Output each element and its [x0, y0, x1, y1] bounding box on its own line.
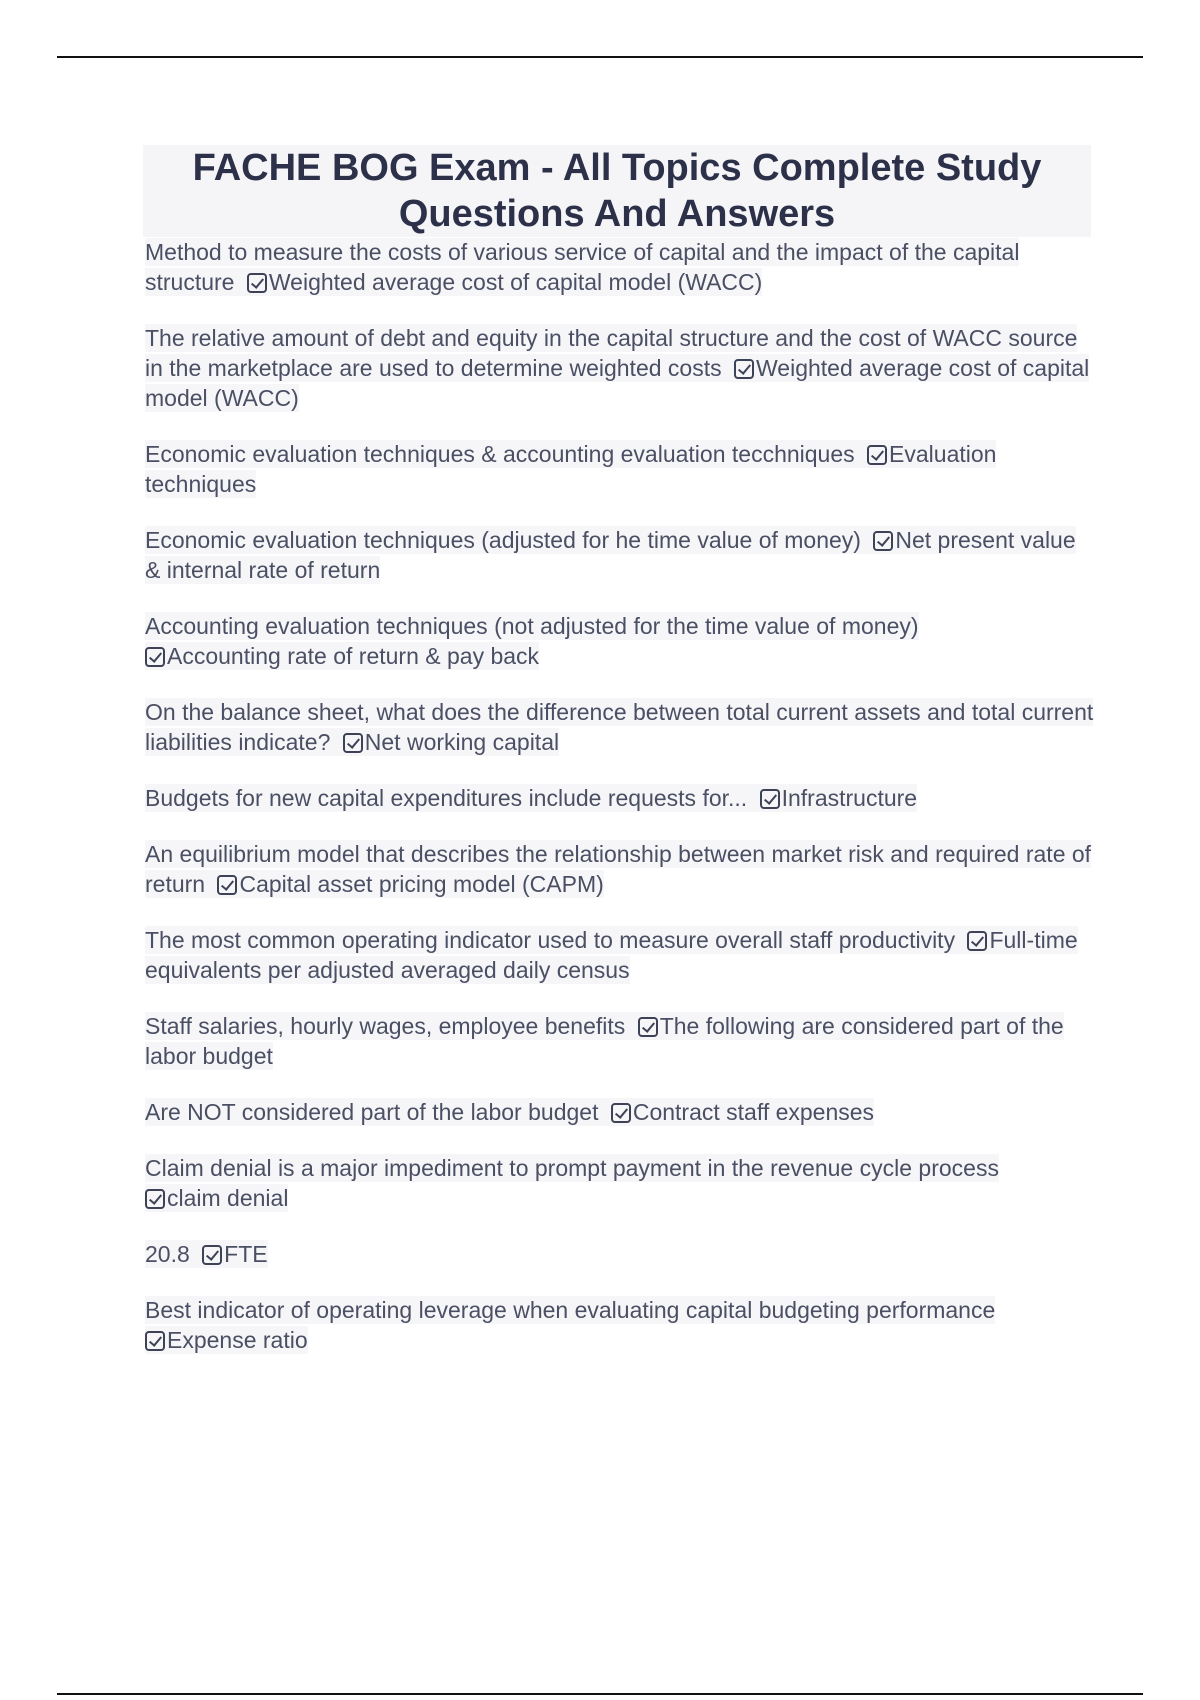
qa-item	[145, 1011, 1095, 1071]
qa-item	[145, 525, 1095, 585]
checkbox-checked-icon	[247, 273, 267, 293]
question-text: Are NOT considered part of the labor budget	[145, 1099, 599, 1125]
qa-item	[145, 1295, 1095, 1355]
question-text: The relative amount of debt and equity in the capital structure and the cost of WACC source in the marketplace are used to determine weighted costs	[145, 325, 1078, 381]
qa-list	[145, 237, 1095, 1381]
document-title	[143, 145, 1091, 237]
qa-item	[145, 611, 1095, 671]
checkbox-checked-icon	[145, 1331, 165, 1351]
title-block	[143, 145, 1091, 237]
answer-text: Contract staff expenses	[632, 1099, 875, 1125]
checkbox-checked-icon	[867, 445, 887, 465]
checkbox-checked-icon	[611, 1103, 631, 1123]
question-text: Economic evaluation techniques (adjusted for he time value of money)	[145, 527, 861, 553]
answer-text: Weighted average cost of capital model (WACC)	[268, 269, 763, 295]
answer-text: FTE	[224, 1241, 268, 1267]
answer-text: Infrastructure	[781, 785, 918, 811]
question-text: Economic evaluation techniques & accounting evaluation tecchniques	[145, 441, 855, 467]
qa-item	[145, 439, 1095, 499]
checkbox-checked-icon	[873, 531, 893, 551]
checkbox-checked-icon	[145, 647, 165, 667]
question-text: Staff salaries, hourly wages, employee benefits	[145, 1013, 626, 1039]
answer-text: Evaluation techniques	[145, 441, 997, 497]
checkbox-checked-icon	[145, 1189, 165, 1209]
qa-item	[145, 839, 1095, 899]
header-rule	[57, 56, 1143, 58]
question-text: Accounting evaluation techniques (not adjusted for the time value of money)	[145, 613, 919, 639]
qa-item	[145, 697, 1095, 757]
qa-item	[145, 1239, 1095, 1269]
question-text: An equilibrium model that describes the relationship between market risk and required rate of return	[145, 841, 1092, 897]
question-text: The most common operating indicator used to measure overall staff productivity	[145, 927, 956, 953]
question-text: Method to measure the costs of various service of capital and the impact of the capital structure	[145, 239, 1020, 295]
answer-text: Full-time equivalents per adjusted averaged daily census	[145, 927, 1078, 983]
question-text: Budgets for new capital expenditures include requests for...	[145, 785, 748, 811]
answer-text: Expense ratio	[167, 1327, 308, 1353]
question-text: 20.8	[145, 1241, 190, 1267]
qa-item	[145, 783, 1095, 813]
checkbox-checked-icon	[202, 1245, 222, 1265]
answer-text: Accounting rate of return & pay back	[167, 643, 540, 669]
document-title-line-1: FACHE BOG Exam - All Topics Complete Study	[192, 147, 1042, 189]
checkbox-checked-icon	[638, 1017, 658, 1037]
qa-item	[145, 237, 1095, 297]
checkbox-checked-icon	[734, 359, 754, 379]
question-text: On the balance sheet, what does the difference between total current assets and total current liabilities indicate?	[145, 699, 1094, 755]
footer-rule	[57, 1693, 1143, 1695]
answer-text: Weighted average cost of capital model (WACC)	[145, 355, 1090, 411]
document-title-line-2: Questions And Answers	[398, 193, 836, 235]
qa-item	[145, 1153, 1095, 1213]
answer-text: Capital asset pricing model (CAPM)	[239, 871, 604, 897]
qa-item	[145, 1097, 1095, 1127]
answer-text: claim denial	[167, 1185, 289, 1211]
question-text: Best indicator of operating leverage when evaluating capital budgeting performance	[145, 1297, 996, 1323]
checkbox-checked-icon	[217, 875, 237, 895]
answer-text: The following are considered part of the labor budget	[145, 1013, 1064, 1069]
checkbox-checked-icon	[967, 931, 987, 951]
qa-item	[145, 925, 1095, 985]
checkbox-checked-icon	[343, 733, 363, 753]
qa-item	[145, 323, 1095, 413]
answer-text: Net working capital	[364, 729, 560, 755]
question-text: Claim denial is a major impediment to prompt payment in the revenue cycle process	[145, 1155, 999, 1181]
checkbox-checked-icon	[760, 789, 780, 809]
answer-text: Net present value & internal rate of return	[145, 527, 1076, 583]
